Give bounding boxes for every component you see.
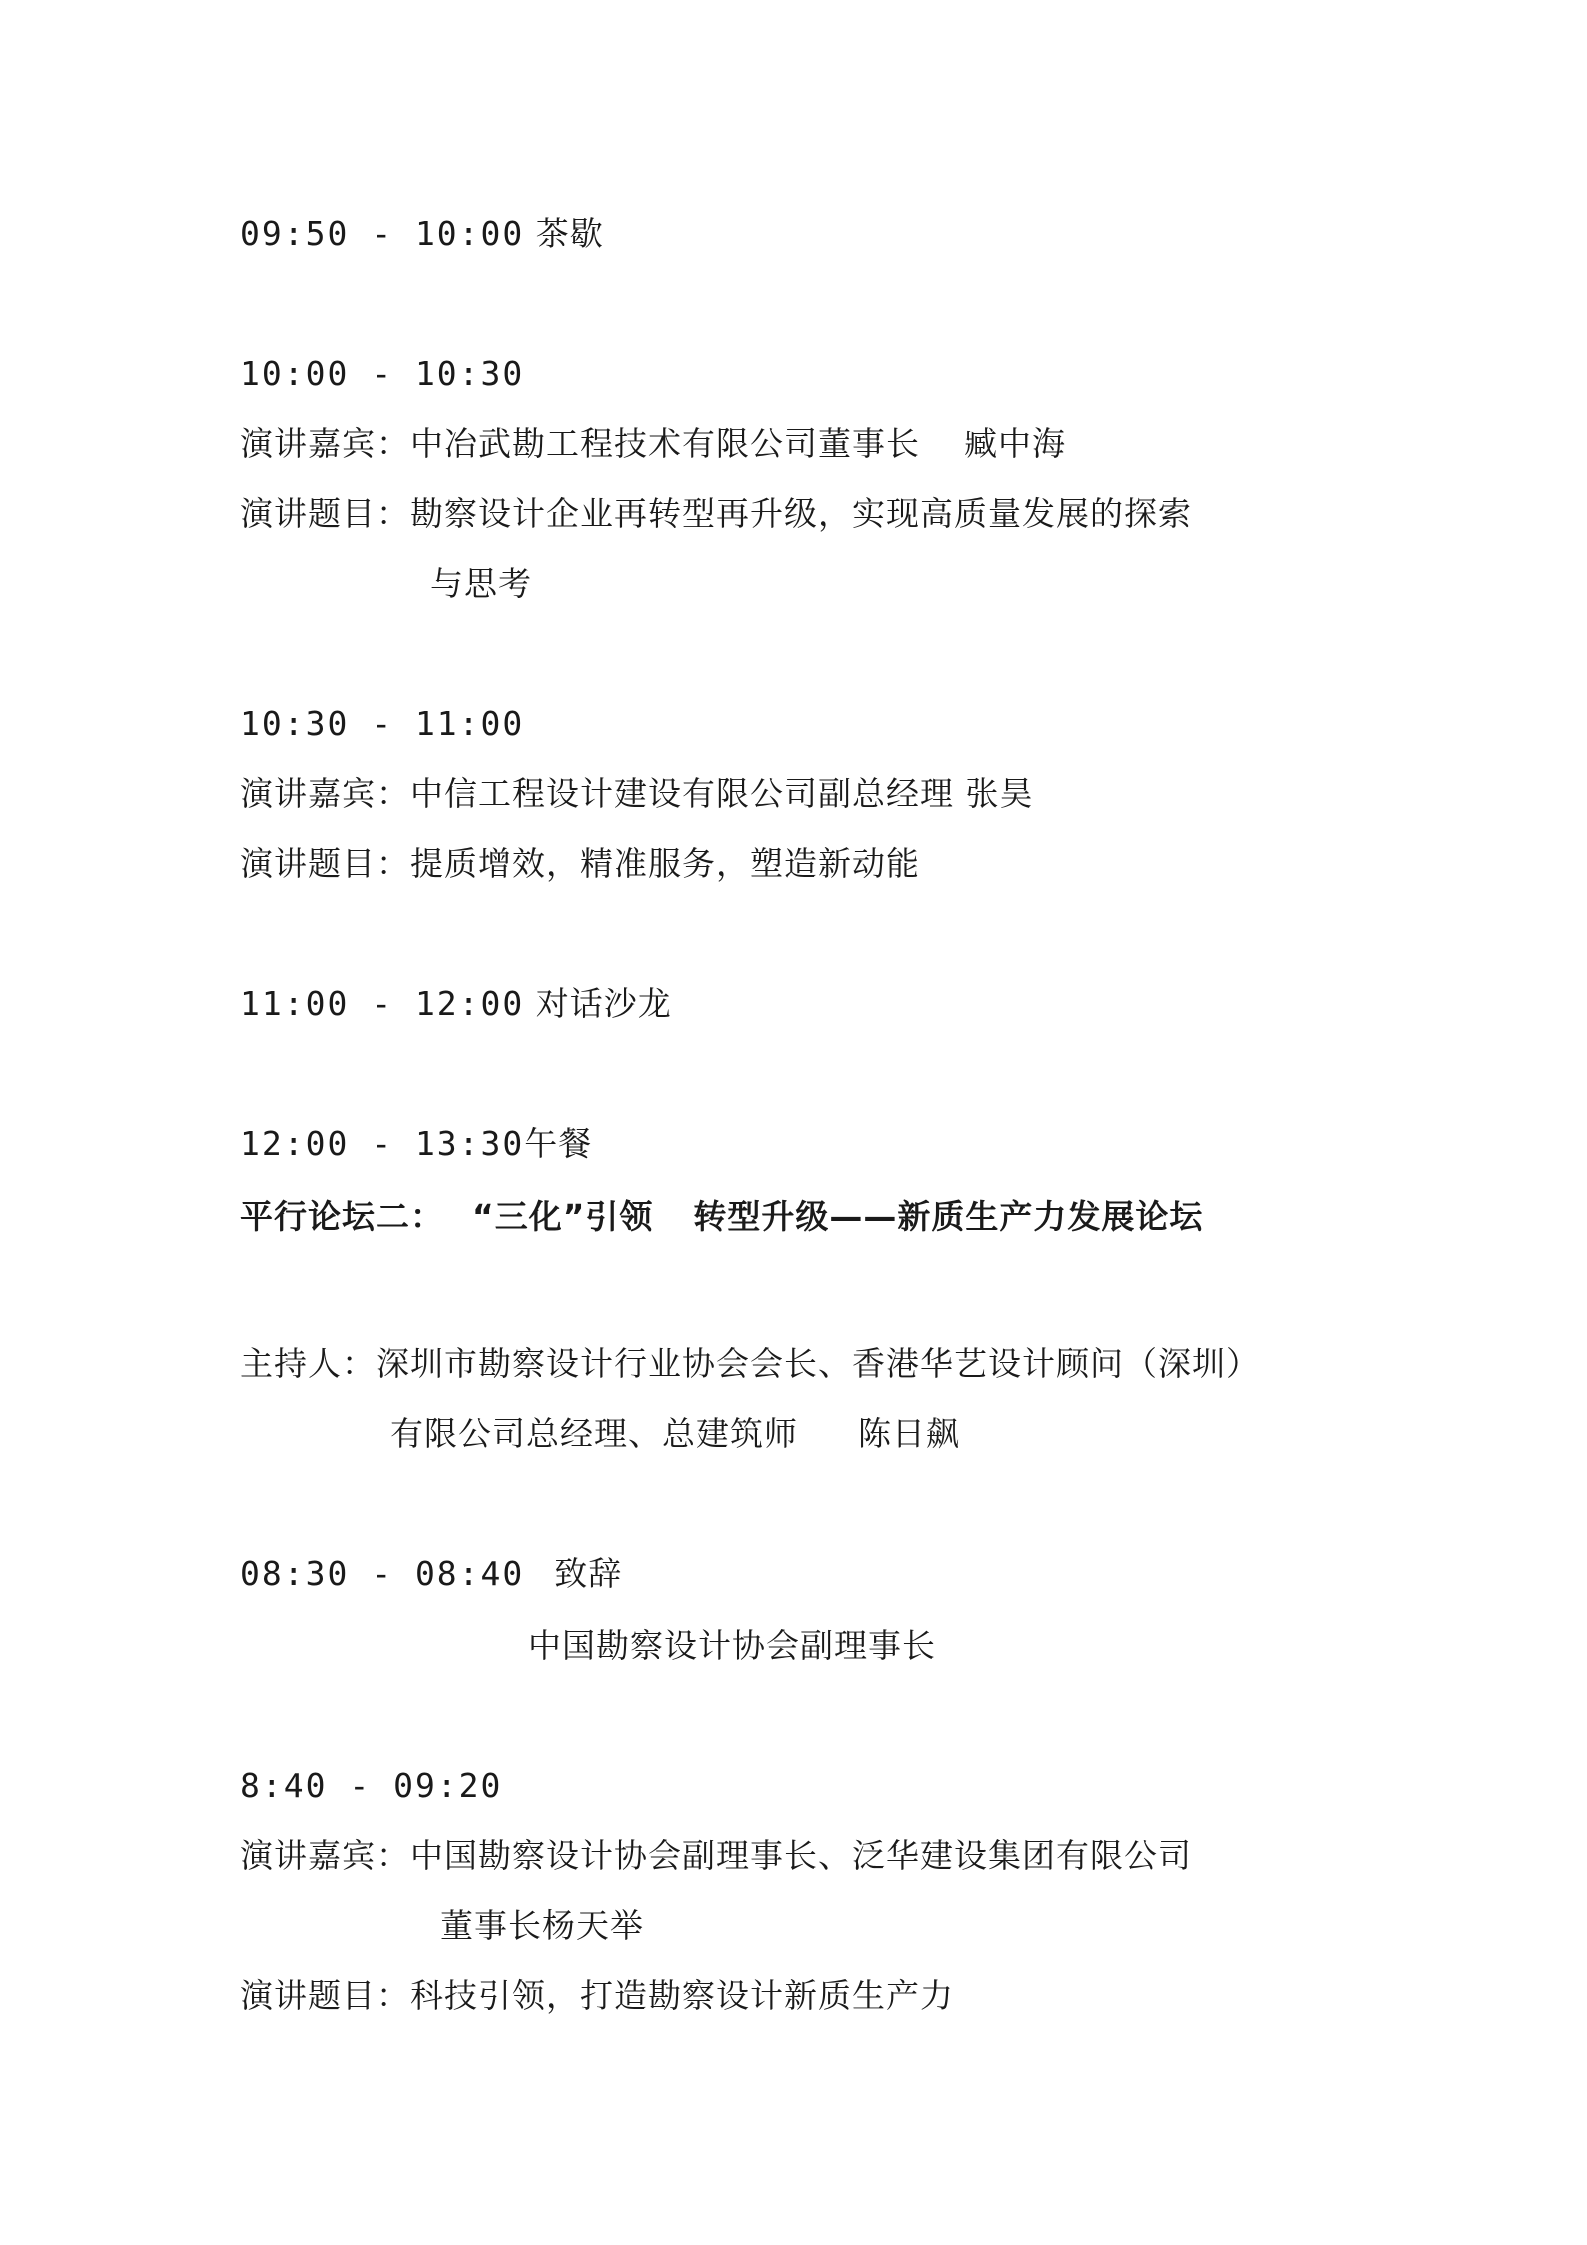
topic-text: 提质增效，精准服务，塑造新动能 xyxy=(410,844,920,883)
session-label: 茶歇 xyxy=(535,214,604,253)
opening-speaker: 中国勘察设计协会副理事长 xyxy=(528,1626,936,1665)
speaker-continuation: 董事长杨天举 xyxy=(440,1906,644,1945)
speaker-text: 中国勘察设计协会副理事长、泛华建设集团有限公司 xyxy=(410,1836,1192,1875)
forum-heading-quote: “三化”引领 xyxy=(472,1197,654,1236)
topic-text: 勘察设计企业再转型再升级，实现高质量发展的探索 xyxy=(410,494,1192,533)
host-label: 主持人： xyxy=(240,1344,376,1383)
topic-line xyxy=(240,492,1192,536)
host-name: 陈日飙 xyxy=(858,1414,960,1453)
topic-line xyxy=(240,1974,954,2018)
time-slot: 10:00 - 10:30 xyxy=(240,354,525,393)
topic-continuation: 与思考 xyxy=(430,564,532,603)
time-slot: 09:50 - 10:00 xyxy=(240,214,525,253)
speaker-line xyxy=(240,422,1066,466)
break-entry xyxy=(240,212,604,256)
topic-label: 演讲题目： xyxy=(240,1976,410,2015)
speaker-label: 演讲嘉宾： xyxy=(240,1836,410,1875)
speaker-line xyxy=(240,772,1034,816)
lunch-entry xyxy=(240,1122,592,1166)
topic-label: 演讲题目： xyxy=(240,494,410,533)
forum-heading xyxy=(240,1195,1203,1239)
time-slot: 11:00 - 12:00 xyxy=(240,984,525,1023)
salon-entry xyxy=(240,982,672,1026)
session-label: 致辞 xyxy=(554,1554,623,1593)
topic-text: 科技引领，打造勘察设计新质生产力 xyxy=(410,1976,954,2015)
speaker-text: 中信工程设计建设有限公司副总经理 张昊 xyxy=(410,774,1034,813)
topic-line xyxy=(240,842,920,886)
time-slot: 8:40 - 09:20 xyxy=(240,1766,503,1805)
host-line xyxy=(240,1342,1260,1386)
host-continuation xyxy=(390,1412,960,1456)
topic-label: 演讲题目： xyxy=(240,844,410,883)
session-label: 午餐 xyxy=(524,1124,593,1163)
forum-heading-title: 转型升级——新质生产力发展论坛 xyxy=(693,1197,1204,1236)
speaker-label: 演讲嘉宾： xyxy=(240,424,410,463)
time-slot: 08:30 - 08:40 xyxy=(240,1554,525,1593)
host-title: 深圳市勘察设计行业协会会长、香港华艺设计顾问（深圳） xyxy=(376,1344,1260,1383)
speaker-label: 演讲嘉宾： xyxy=(240,774,410,813)
time-slot: 12:00 - 13:30 xyxy=(240,1124,525,1163)
speaker-org: 中冶武勘工程技术有限公司董事长 xyxy=(410,424,920,463)
forum-heading-prefix: 平行论坛二： xyxy=(240,1197,444,1236)
time-slot: 10:30 - 11:00 xyxy=(240,704,525,743)
opening-entry xyxy=(240,1552,622,1596)
session-label: 对话沙龙 xyxy=(535,984,672,1023)
speaker-name: 臧中海 xyxy=(964,424,1066,463)
host-title-continued: 有限公司总经理、总建筑师 xyxy=(390,1414,798,1453)
speaker-line xyxy=(240,1834,1192,1878)
